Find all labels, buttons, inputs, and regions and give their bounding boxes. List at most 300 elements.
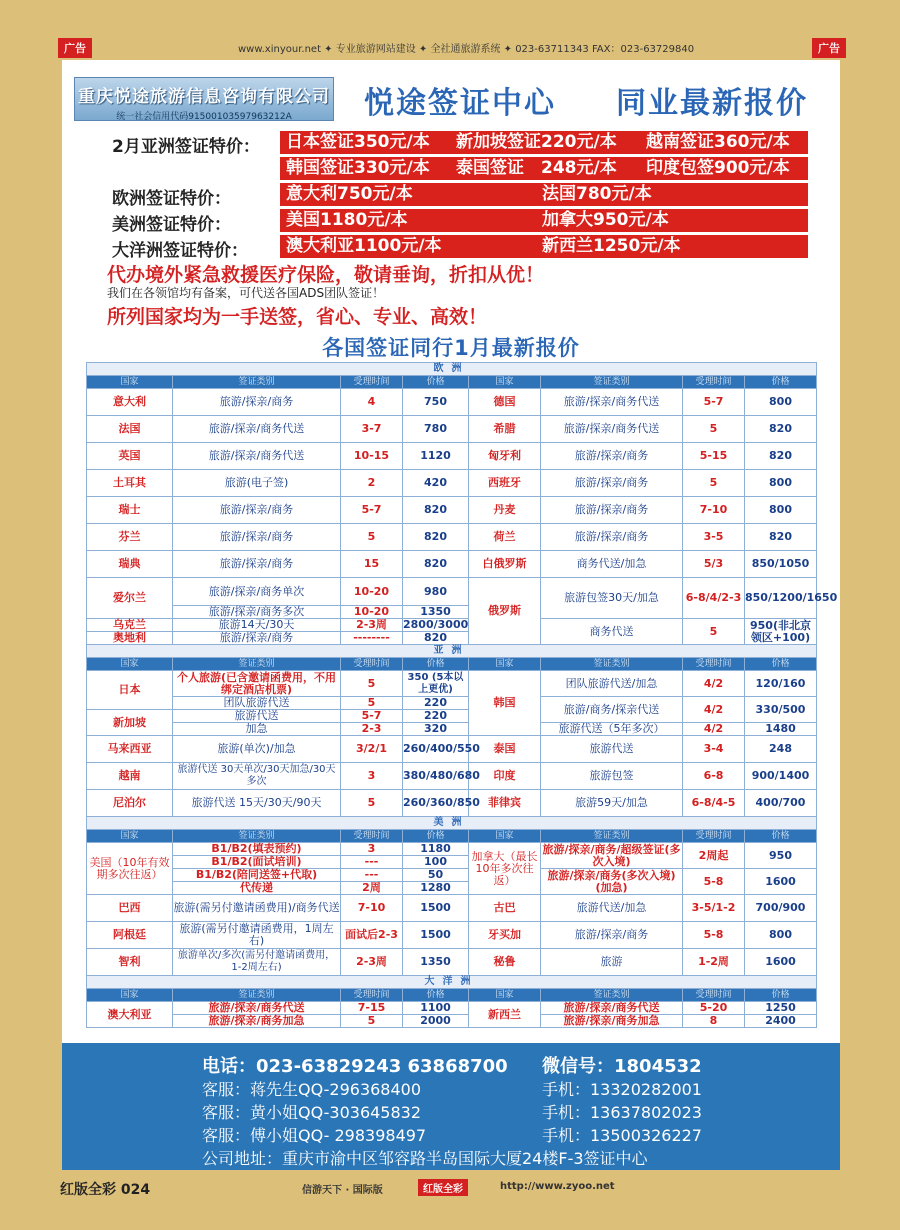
header-cell: 受理时间 [683, 376, 745, 389]
visa-type-cell: 加急 [173, 723, 341, 736]
america-special-bar [280, 209, 808, 232]
processing-time-cell: 5-20 [683, 1002, 745, 1015]
header-cell: 价格 [403, 989, 469, 1002]
visa-type-cell: 个人旅游(已含邀请函费用，不用绑定酒店机票) [173, 671, 341, 697]
table-row [87, 578, 817, 606]
slogan: 所列国家均为一手送签，省心、专业、高效！ [107, 306, 488, 328]
price-cell: 1120 [403, 443, 469, 470]
table-row [87, 949, 817, 976]
price-cell: 1500 [403, 922, 469, 949]
processing-time-cell: 7-10 [683, 497, 745, 524]
processing-time-cell: 4/2 [683, 697, 745, 723]
visa-type-cell: 旅游/探亲/商务 [173, 497, 341, 524]
processing-time-cell: 3-5 [683, 524, 745, 551]
processing-time-cell: 5-8 [683, 869, 745, 895]
price-cell: 850/1050 [745, 551, 817, 578]
page-footer [0, 1176, 900, 1200]
price-cell: 780 [403, 416, 469, 443]
country-cell: 匈牙利 [469, 443, 541, 470]
country-cell: 新西兰 [469, 1002, 541, 1028]
table-row [87, 524, 817, 551]
country-cell: 芬兰 [87, 524, 173, 551]
header-cell: 国家 [469, 830, 541, 843]
price-table-title: 各国签证同行1月最新报价 [322, 336, 580, 360]
visa-type-cell: 旅游/探亲/商务 [173, 524, 341, 551]
asia-special-bar-2 [280, 157, 808, 180]
country-cell: 牙买加 [469, 922, 541, 949]
processing-time-cell: 5-7 [683, 389, 745, 416]
visa-type-cell: 旅游代送 15天/30天/90天 [173, 790, 341, 817]
price-cell: 420 [403, 470, 469, 497]
footer-brand: 信游天下 · 国际版 [302, 1185, 383, 1196]
processing-time-cell: 3-7 [341, 416, 403, 443]
header-cell: 价格 [745, 989, 817, 1002]
visa-type-cell: 旅游(需另付邀请函费用)/商务代送 [173, 895, 341, 922]
continent-row-europe [87, 363, 817, 376]
processing-time-cell: 5-7 [341, 710, 403, 723]
processing-time-cell: 面试后2-3 [341, 922, 403, 949]
visa-type-cell: 旅游/探亲/商务 [541, 524, 683, 551]
ad-sheet [62, 60, 840, 1170]
price-cell: 260/400/550 [403, 736, 469, 763]
visa-type-cell: 旅游/探亲/商务加急 [173, 1015, 341, 1028]
header-cell: 国家 [87, 658, 173, 671]
price-cell: 820 [403, 632, 469, 645]
processing-time-cell: 2 [341, 470, 403, 497]
table-header-row [87, 989, 817, 1002]
header-cell: 国家 [87, 989, 173, 1002]
ad-tag-left: 广告 [58, 38, 92, 58]
price-cell: 260/360/850 [403, 790, 469, 817]
page-number: 红版全彩 024 [60, 1182, 151, 1198]
header-cell: 价格 [745, 658, 817, 671]
processing-time-cell: 6-8/4-5 [683, 790, 745, 817]
special-price: 法国780元/本 [542, 184, 652, 204]
processing-time-cell: 4 [341, 389, 403, 416]
table-row [87, 869, 817, 882]
header-cell: 国家 [469, 376, 541, 389]
country-cell: 马来西亚 [87, 736, 173, 763]
country-cell: 奥地利 [87, 632, 173, 645]
processing-time-cell: 5-7 [341, 497, 403, 524]
price-cell: 50 [403, 869, 469, 882]
header-cell: 签证类别 [541, 376, 683, 389]
europe-special-label: 欧洲签证特价： [112, 189, 231, 209]
table-row [87, 416, 817, 443]
continent-label: 美洲 [87, 817, 817, 830]
header-cell: 签证类别 [541, 830, 683, 843]
visa-type-cell: 旅游/探亲/商务 [541, 922, 683, 949]
visa-type-cell: 旅游/探亲/商务加急 [541, 1015, 683, 1028]
europe-special-bar [280, 183, 808, 206]
country-cell: 印度 [469, 763, 541, 790]
visa-type-cell: 商务代送/加急 [541, 551, 683, 578]
ads-note: 我们在各领馆均有备案，可代送各国ADS团队签证！ [107, 286, 385, 300]
company-logo [74, 77, 334, 121]
country-cell: 西班牙 [469, 470, 541, 497]
price-cell: 1600 [745, 869, 817, 895]
visa-type-cell: 旅游/探亲/商务(多次入境)(加急) [541, 869, 683, 895]
header-cell: 签证类别 [173, 376, 341, 389]
visa-type-cell: 旅游包签30天/加急 [541, 578, 683, 619]
visa-type-cell: 旅游/探亲/商务代送 [173, 1002, 341, 1015]
country-cell: 日本 [87, 671, 173, 710]
top-banner [0, 36, 900, 58]
visa-type-cell: 旅游/探亲/商务 [173, 551, 341, 578]
table-row [87, 1015, 817, 1028]
processing-time-cell: 15 [341, 551, 403, 578]
customer-service-3: 客服：傅小姐QQ- 298398497 [202, 1126, 427, 1145]
header-cell: 签证类别 [541, 658, 683, 671]
table-row [87, 497, 817, 524]
america-special-label: 美洲签证特价： [112, 215, 231, 235]
mobile-2: 手机：13637802023 [542, 1103, 702, 1122]
continent-label: 欧洲 [87, 363, 817, 376]
visa-type-cell: 旅游单次/多次(需另付邀请函费用，1-2周左右) [173, 949, 341, 976]
table-row [87, 723, 817, 736]
header-cell: 价格 [745, 376, 817, 389]
country-cell: 越南 [87, 763, 173, 790]
header-cell: 国家 [469, 658, 541, 671]
country-cell: 尼泊尔 [87, 790, 173, 817]
price-cell: 248 [745, 736, 817, 763]
price-cell: 220 [403, 697, 469, 710]
country-cell: 土耳其 [87, 470, 173, 497]
price-cell: 950(非北京领区+100) [745, 619, 817, 645]
processing-time-cell: 2周起 [683, 843, 745, 869]
table-row [87, 790, 817, 817]
price-cell: 1280 [403, 882, 469, 895]
header-cell: 国家 [469, 989, 541, 1002]
processing-time-cell: 5 [683, 619, 745, 645]
visa-type-cell: 旅游/探亲/商务 [541, 470, 683, 497]
visa-type-cell: 旅游/探亲/商务 [541, 497, 683, 524]
processing-time-cell: 6-8/4/2-3 [683, 578, 745, 619]
table-header-row [87, 658, 817, 671]
price-cell: 330/500 [745, 697, 817, 723]
continent-label: 大洋洲 [87, 976, 817, 989]
visa-type-cell: B1/B2(陪同送签+代取) [173, 869, 341, 882]
country-cell: 荷兰 [469, 524, 541, 551]
oceania-special-label: 大洋洲签证特价： [112, 241, 248, 261]
country-cell: 瑞士 [87, 497, 173, 524]
header-cell: 国家 [87, 376, 173, 389]
country-cell: 英国 [87, 443, 173, 470]
visa-type-cell: 旅游代送 [541, 736, 683, 763]
price-cell: 1480 [745, 723, 817, 736]
visa-type-cell: 旅游代送 [173, 710, 341, 723]
processing-time-cell: 5 [341, 671, 403, 697]
country-cell: 古巴 [469, 895, 541, 922]
special-price: 日本签证350元/本 [286, 132, 430, 152]
processing-time-cell: 5 [341, 697, 403, 710]
price-cell: 2400 [745, 1015, 817, 1028]
price-cell: 320 [403, 723, 469, 736]
table-row [87, 843, 817, 856]
header-cell: 价格 [403, 376, 469, 389]
processing-time-cell: --- [341, 869, 403, 882]
price-cell: 1250 [745, 1002, 817, 1015]
continent-row-america [87, 817, 817, 830]
processing-time-cell: 3 [341, 843, 403, 856]
country-cell: 希腊 [469, 416, 541, 443]
price-cell: 850/1200/1650 [745, 578, 817, 619]
footer-url: http://www.zyoo.net [500, 1181, 615, 1192]
country-cell: 法国 [87, 416, 173, 443]
visa-type-cell: 团队旅游代送 [173, 697, 341, 710]
visa-type-cell: 旅游代送/加急 [541, 895, 683, 922]
visa-type-cell: 代传递 [173, 882, 341, 895]
processing-time-cell: 7-15 [341, 1002, 403, 1015]
visa-type-cell: 旅游14天/30天 [173, 619, 341, 632]
contact-panel [62, 1043, 840, 1170]
visa-type-cell: 旅游/探亲/商务 [541, 443, 683, 470]
price-cell: 100 [403, 856, 469, 869]
mobile-1: 手机：13320282001 [542, 1080, 702, 1099]
price-cell: 1180 [403, 843, 469, 856]
special-price: 澳大利亚1100元/本 [286, 236, 442, 256]
table-row [87, 619, 817, 632]
price-cell: 820 [403, 551, 469, 578]
processing-time-cell: 2-3 [341, 723, 403, 736]
country-cell: 秘鲁 [469, 949, 541, 976]
price-cell: 820 [745, 524, 817, 551]
table-row [87, 671, 817, 697]
visa-type-cell: 旅游代送（5年多次） [541, 723, 683, 736]
price-cell: 820 [745, 443, 817, 470]
header-cell: 签证类别 [173, 658, 341, 671]
phone-line: 电话：023-63829243 63868700 [202, 1056, 508, 1077]
visa-type-cell: 旅游(需另付邀请函费用，1周左右) [173, 922, 341, 949]
visa-type-cell: 旅游包签 [541, 763, 683, 790]
price-cell: 1600 [745, 949, 817, 976]
mobile-3: 手机：13500326227 [542, 1126, 702, 1145]
processing-time-cell: 5 [341, 524, 403, 551]
processing-time-cell: -------- [341, 632, 403, 645]
price-cell: 800 [745, 922, 817, 949]
processing-time-cell: 6-8 [683, 763, 745, 790]
price-cell: 2000 [403, 1015, 469, 1028]
insurance-note: 代办境外紧急救援医疗保险，敬请垂询，折扣从优！ [107, 264, 545, 286]
country-cell: 德国 [469, 389, 541, 416]
processing-time-cell: 2-3周 [341, 619, 403, 632]
processing-time-cell: 2-3周 [341, 949, 403, 976]
price-cell: 400/700 [745, 790, 817, 817]
table-row [87, 697, 817, 710]
processing-time-cell: 10-15 [341, 443, 403, 470]
country-cell: 加拿大（最长10年多次往返） [469, 843, 541, 895]
table-row [87, 736, 817, 763]
continent-row-asia [87, 645, 817, 658]
price-cell: 900/1400 [745, 763, 817, 790]
price-cell: 1100 [403, 1002, 469, 1015]
price-title: 同业最新报价 [616, 86, 808, 121]
customer-service-2: 客服：黄小姐QQ-303645832 [202, 1103, 422, 1122]
table-row [87, 389, 817, 416]
header-cell: 受理时间 [683, 989, 745, 1002]
top-contact-line: www.xinyour.net ✦ 专业旅游网站建设 ✦ 全社通旅游系统 ✦ 023-63711343 FAX：023-63729840 [238, 44, 695, 55]
visa-type-cell: 旅游/探亲/商务代送 [541, 416, 683, 443]
visa-type-cell: 旅游/商务/探亲代送 [541, 697, 683, 723]
processing-time-cell: 3 [341, 763, 403, 790]
visa-type-cell: 旅游/探亲/商务 [173, 389, 341, 416]
country-cell: 韩国 [469, 671, 541, 736]
price-cell: 820 [745, 416, 817, 443]
country-cell: 白俄罗斯 [469, 551, 541, 578]
price-cell: 2800/3000 [403, 618, 469, 631]
visa-type-cell: 团队旅游代送/加急 [541, 671, 683, 697]
visa-type-cell: B1/B2(填表预约) [173, 843, 341, 856]
visa-type-cell: 旅游/探亲/商务代送 [173, 416, 341, 443]
wechat-line: 微信号：1804532 [542, 1056, 702, 1077]
price-cell: 1500 [403, 895, 469, 922]
country-cell: 巴西 [87, 895, 173, 922]
price-cell: 1350 [403, 606, 469, 619]
price-cell: 380/480/680 [403, 763, 469, 790]
header-cell: 国家 [87, 830, 173, 843]
company-address: 公司地址：重庆市渝中区邹容路半岛国际大厦24楼F-3签证中心 [202, 1149, 648, 1168]
special-price: 新加坡签证220元/本 [456, 132, 617, 152]
visa-type-cell: 旅游(电子签) [173, 470, 341, 497]
header-cell: 价格 [403, 658, 469, 671]
price-cell: 350 (5本以上更优) [403, 671, 469, 697]
price-cell: 800 [745, 470, 817, 497]
header-cell: 受理时间 [341, 830, 403, 843]
special-price: 印度包签900元/本 [646, 158, 790, 178]
processing-time-cell: 10-20 [341, 578, 403, 606]
country-cell: 意大利 [87, 389, 173, 416]
country-cell: 丹麦 [469, 497, 541, 524]
customer-service-1: 客服：蒋先生QQ-296368400 [202, 1080, 422, 1099]
oceania-special-bar [280, 235, 808, 258]
processing-time-cell: 10-20 [341, 606, 403, 619]
processing-time-cell: 4/2 [683, 671, 745, 697]
header-cell: 受理时间 [683, 830, 745, 843]
processing-time-cell: 7-10 [341, 895, 403, 922]
table-row [87, 470, 817, 497]
special-price: 韩国签证330元/本 [286, 158, 430, 178]
table-row [87, 551, 817, 578]
processing-time-cell: 5 [341, 1015, 403, 1028]
price-cell: 750 [403, 389, 469, 416]
price-cell: 820 [403, 497, 469, 524]
visa-price-table [86, 362, 838, 1028]
visa-type-cell: 旅游/探亲/商务/超级签证(多次入境) [542, 842, 681, 868]
visa-type-cell: 旅游/探亲/商务多次 [173, 606, 341, 619]
processing-time-cell: 5 [683, 416, 745, 443]
footer-badge: 红版全彩 [418, 1179, 468, 1196]
table-header-row [87, 830, 817, 843]
processing-time-cell: 1-2周 [683, 949, 745, 976]
visa-type-cell: 旅游/探亲/商务代送 [173, 443, 341, 470]
country-cell: 智利 [87, 949, 173, 976]
visa-type-cell: 旅游59天/加急 [541, 790, 683, 817]
company-name: 重庆悦途旅游信息咨询有限公司 [78, 87, 330, 107]
country-cell: 美国（10年有效期多次往返） [87, 843, 173, 895]
table-row [87, 763, 817, 790]
table-row [87, 1002, 817, 1015]
table-row [87, 895, 817, 922]
visa-center-title: 悦途签证中心 [364, 86, 556, 121]
processing-time-cell: 8 [683, 1015, 745, 1028]
country-cell: 阿根廷 [87, 922, 173, 949]
price-cell: 220 [403, 710, 469, 723]
country-cell: 新加坡 [87, 710, 173, 736]
processing-time-cell: 3-4 [683, 736, 745, 763]
processing-time-cell: 5-8 [683, 922, 745, 949]
header-cell: 受理时间 [341, 658, 403, 671]
credit-code: 统一社会信用代码91500103597963212A [116, 112, 292, 122]
special-price: 新西兰1250元/本 [542, 236, 681, 256]
country-cell: 俄罗斯 [469, 578, 541, 645]
visa-type-cell: 旅游/探亲/商务代送 [541, 1002, 683, 1015]
visa-type-cell: 旅游/探亲/商务代送 [541, 389, 683, 416]
processing-time-cell: 3-5/1-2 [683, 895, 745, 922]
price-cell: 800 [745, 497, 817, 524]
visa-type-cell: 旅游 [541, 949, 683, 976]
price-cell: 820 [403, 524, 469, 551]
asia-special-bar-1 [280, 131, 808, 154]
country-cell: 乌克兰 [87, 619, 173, 632]
header-cell: 价格 [403, 830, 469, 843]
continent-label: 亚洲 [87, 645, 817, 658]
processing-time-cell: 5/3 [683, 551, 745, 578]
table-row [87, 922, 817, 949]
visa-type-cell: 旅游/探亲/商务 [173, 632, 341, 645]
table-header-row [87, 376, 817, 389]
special-price: 美国1180元/本 [286, 210, 408, 230]
price-cell: 980 [403, 578, 469, 606]
ad-tag-right: 广告 [812, 38, 846, 58]
country-cell: 爱尔兰 [87, 578, 173, 619]
visa-type-cell: B1/B2(面试培训) [173, 856, 341, 869]
visa-type-cell: 旅游/探亲/商务单次 [173, 578, 341, 606]
header-cell: 受理时间 [341, 376, 403, 389]
special-price: 泰国签证 248元/本 [456, 158, 617, 178]
country-cell: 菲律宾 [469, 790, 541, 817]
header-cell: 受理时间 [341, 989, 403, 1002]
header-cell: 价格 [745, 830, 817, 843]
header-cell: 签证类别 [173, 830, 341, 843]
special-price: 越南签证360元/本 [646, 132, 790, 152]
country-cell: 瑞典 [87, 551, 173, 578]
visa-type-cell: 旅游(单次)/加急 [173, 736, 341, 763]
continent-row-oceania [87, 976, 817, 989]
price-cell: 120/160 [745, 671, 817, 697]
processing-time-cell: 5 [683, 470, 745, 497]
visa-type-cell: 商务代送 [541, 619, 683, 645]
price-cell: 800 [745, 389, 817, 416]
header-cell: 受理时间 [683, 658, 745, 671]
price-cell: 1350 [403, 949, 469, 976]
special-price: 加拿大950元/本 [542, 210, 669, 230]
processing-time-cell: 3/2/1 [341, 736, 403, 763]
asia-special-label: 2月亚洲签证特价： [112, 137, 260, 157]
processing-time-cell: 2周 [341, 882, 403, 895]
processing-time-cell: --- [341, 856, 403, 869]
visa-type-cell: 旅游代送 30天单次/30天加急/30天多次 [173, 763, 341, 790]
header-cell: 签证类别 [173, 989, 341, 1002]
processing-time-cell: 4/2 [683, 723, 745, 736]
processing-time-cell: 5-15 [683, 443, 745, 470]
country-cell: 泰国 [469, 736, 541, 763]
price-tables [86, 362, 838, 1028]
country-cell: 澳大利亚 [87, 1002, 173, 1028]
header-cell: 签证类别 [541, 989, 683, 1002]
table-row [87, 443, 817, 470]
special-price: 意大利750元/本 [286, 184, 413, 204]
price-cell: 700/900 [745, 895, 817, 922]
